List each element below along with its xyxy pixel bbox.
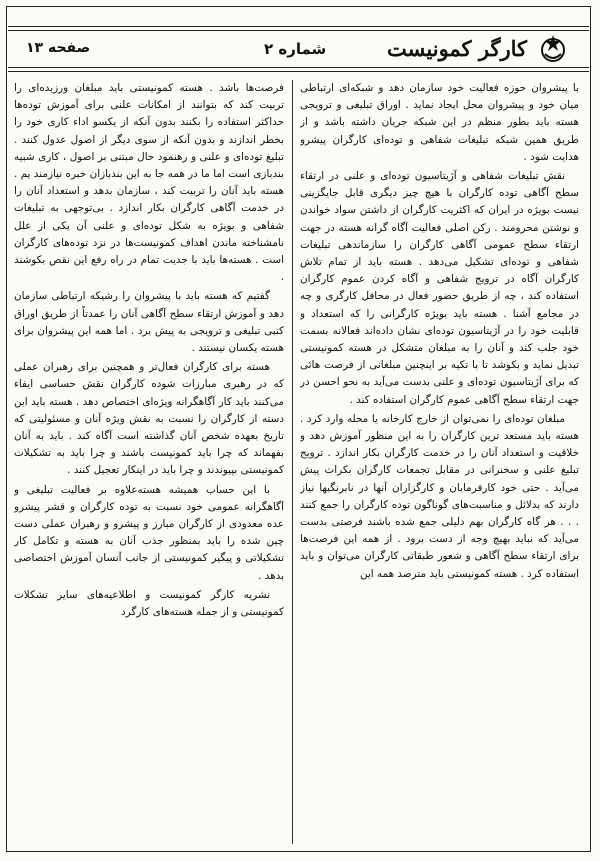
right-column: [300, 80, 581, 844]
paragraph: با پیشروان حوزه فعالیت خود سازمان دهد و شبکه‌ای ارتباطی میان خود و پیشروان محل ایجاد نماید . اوراق تبلیغی و ترویجی هسته باید بطور منظم در این شبکه جریان داشته باشد و از طریق همین شبکه تبلیغات شفاهی و توده‌ای کارگران پیشرو هدایت شود .: [300, 82, 579, 163]
issue-number: شماره ۲: [264, 40, 327, 58]
column-divider: [292, 80, 293, 844]
paragraph: گفتیم که هسته باید با پیشروان را رشیکه ارتباطی سازمان دهد و آموزش ارتقاء سطح آگاهی آنان را عمدتاً از طریق اوراق کتبی تبلیغی و ترویجی به پیش برد . اما همه این پیشروان برای هسته یکسان نیستند .: [14, 290, 284, 355]
paragraph: نشریه کارگر کمونیست و اطلاعیه‌های سایر تشکلات کمونیستی و از جمله هسته‌های کارگرد: [14, 588, 284, 619]
paragraph: نقش تبلیغات شفاهی و آژیتاسیون توده‌ای و علنی در ارتقاء سطح آگاهی توده کارگران با هیچ چیز دیگری قابل جایگزینی نیست بویژه در ایران که اکثریت کارگران از داشتن سواد خواندن و نوشتن محرومند . رکن اصلی فعالیت آگاه گرانه هسته در جهت ارتقاء سطح عمومی آگاهی کارگران را سازماندهی تبلیغات شفاهی و توده‌ای تشکیل می‌دهد . هسته باید از تمام تلاش کارگران آگاه در ترویج شفاهی و آگاه کردن عموم کارگران استفاده کند ، چه از طریق حضور فعال در محافل کارگری و چه در مجامع آشنا . هسته باید بویژه کارگرانی را که استعداد و قابلیت خود را در آژیتاسیون توده‌ای نشان داده‌اند فعالانه بسمت خود جلب کند و آنان را به مبلغان متشکل در هسته کمونیستی تبدیل نماید و بکوشد تا با تکیه بر اینچنین مبلغانی از فرصت هائی که برای آژیتاسیون توده‌ای و علنی بدست می‌آید به نحو احسن در جهت ارتقاء سطح آگاهی عموم کارگران استفاده کند .: [300, 170, 579, 406]
publication-title: کارگر کمونیست: [387, 36, 527, 61]
paragraph: با این حساب همیشه هسته‌علاوه بر فعالیت تبلیغی و آگاهگرانه عمومی خود نسبت به توده کارگران و قشر پیشرو عده معدودی از کارگران مبارز و پیشرو و رهبران عملی دست چین شده را باید بمنظور جذب آنان به هسته و تکامل کار تشکیلاتی و پیگیر کمونیستی از جانب آنسان آموزش اختصاصی بدهد .: [14, 483, 284, 582]
star-emblem-icon: [533, 33, 573, 65]
paragraph: هسته برای کارگران فعال‌تر و همچنین برای رهبران عملی که در رهبری مبارزات شوده کارگران نقش حساسی ایفاء می‌کنند باید کار آگاهگرانه ویژه‌ای اختصاص دهد . هسته باید این دسته از کارگران را نسبت به نقش ویژه آنان و مسئولیتی که تاریخ بعهده شخص آنان گذاشته است آگاه کند . باید به آنان بفهماند که چرا باید کمونیست باشند و چرا باید به تشکیلات کمونیستی بپیوندند و چرا باید در اینکار تعجیل کنند .: [14, 361, 284, 477]
paragraph: فرصت‌ها باشد . هسته کمونیستی باید مبلغان ورزیده‌ای را تربیت کند که بتوانند از امکانات علنی برای آموزش توده‌ها حداکثر استفاده را بکنند بدون آنکه از یکسو اداء کاری خود را بخطر اندازند و بدون آنکه از سوی دیگر از اصول عدول کنند . تبلیغ توده‌ای و علنی و رهنمود حال مبتنی بر اصول ، کاری شبیه بندبازی است اما ما در همه جا به این بندبازان خبره نیازمند یم . هسته باید آنان را تربیت کند ، سازمان بدهد و استعداد آنان را در خدمت آگاهی کارگران بکار اندازد . بی‌توجهی به تبلیغات شفاهی و بویژه به شکل توده‌ای و علنی آن یکی از علل نامشناخته ماندن اهداف کمونیست‌ها در نزد توده‌های کارگران است . هسته‌ها باید با جدیت تمام در راه رفع این نقص بکوشند .: [14, 82, 284, 284]
left-column: [14, 80, 284, 844]
page-number: صفحه ۱۳: [26, 40, 91, 56]
masthead-bar: [8, 26, 589, 72]
paragraph: مبلغان توده‌ای را نمی‌توان از خارج کارخانه یا محله وارد کرد . هسته باید مستعد ترین کارگران را به این منظور آموزش دهد و خلاقیت و استعداد آنان را در خدمت کارگران بکار اندازد . ترویج تبلیغ علنی و سخنرانی در مقابل تجمعات کارگران بکرات پیش می‌آید . حتی خود کارفرمایان و کارگزاران آنها در نابرنگبها نیاز دارند که بدلائل و مناسبت‌های گوناگون توده کارگران را جمع کنند . . . هر گاه کارگران بهم دلیلی جمع شده باشند فرصتی بدست می‌آید که نباید بهیچ وجه از دست برود . از همه این فرصت‌ها برای ارتقاء سطح آگاهی و شعور طبقاتی کارگران می‌توان و باید استفاده کرد . هسته کمونیستی باید مترصد همه این: [300, 412, 579, 580]
